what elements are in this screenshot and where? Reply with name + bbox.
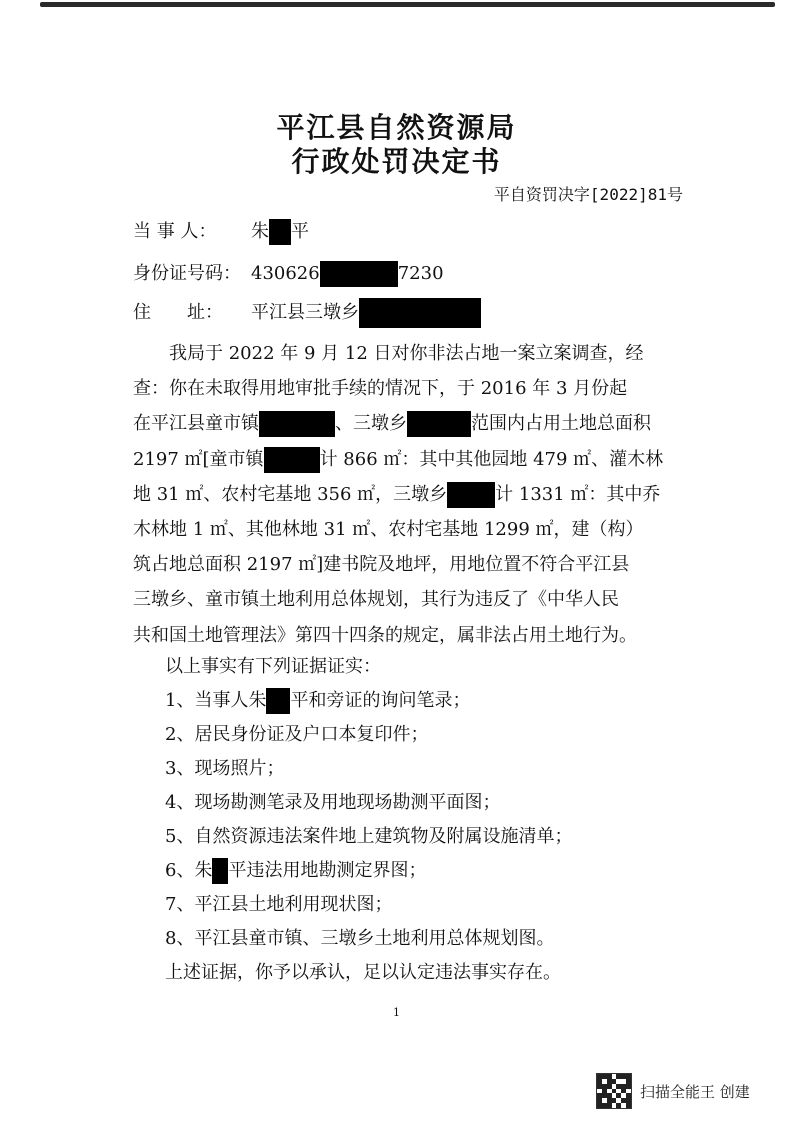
scan-border-edge	[40, 2, 775, 7]
page-number: 1	[393, 1006, 400, 1019]
facts-line-part: 地 31 ㎡、农村宅基地 356 ㎡，三墩乡	[133, 483, 448, 505]
redaction-block	[212, 858, 228, 884]
party-id-label: 身份证号码：	[133, 263, 241, 284]
qr-code-icon	[596, 1073, 632, 1109]
party-address-label: 住 址：	[133, 302, 223, 323]
facts-line-part: 计 1331 ㎡：其中乔	[495, 483, 661, 505]
party-id-prefix: 430626	[251, 263, 320, 284]
redaction-block	[320, 261, 398, 287]
facts-line-part: 范围内占用土地总面积	[471, 413, 651, 435]
evidence-intro: 以上事实有下列证据证实：	[165, 656, 381, 677]
redaction-block	[447, 482, 495, 508]
facts-line	[133, 442, 663, 477]
party-address-field	[133, 298, 481, 328]
scanner-watermark	[596, 1072, 750, 1110]
evidence-item: 7、平江县土地利用现状图；	[165, 894, 393, 915]
facts-line-part: 、三墩乡	[335, 413, 407, 435]
redaction-block	[264, 447, 320, 473]
evidence-item: 8、平江县童市镇、三墩乡土地利用总体规划图。	[165, 928, 555, 949]
party-id-suffix: 7230	[397, 263, 444, 284]
facts-line: 共和国土地管理法》第四十四条的规定，属非法占用土地行为。	[133, 624, 637, 646]
scanner-watermark-text: 扫描全能王 创建	[640, 1082, 750, 1101]
evidence-item-part: 平违法用地勘测定界图；	[228, 860, 427, 881]
evidence-item	[165, 686, 470, 714]
facts-paragraph	[133, 336, 663, 653]
evidence-item-part: 6、朱	[165, 860, 213, 881]
party-name-field	[133, 217, 309, 245]
document-title-type: 行政处罚决定书	[291, 145, 502, 178]
facts-line	[133, 406, 663, 441]
evidence-item: 4、现场勘测笔录及用地现场勘测平面图；	[165, 792, 501, 813]
party-name-suffix: 平	[291, 221, 309, 242]
facts-line: 三墩乡、童市镇土地利用总体规划，其行为违反了《中华人民	[133, 589, 619, 611]
redaction-block	[269, 219, 291, 245]
facts-line: 筑占地总面积 2197 ㎡]建书院及地坪，用地位置不符合平江县	[133, 554, 630, 576]
conclusion-text: 上述证据，你予以承认，足以认定违法事实存在。	[165, 962, 561, 983]
facts-line-part: 在平江县童市镇	[133, 413, 259, 435]
redaction-block	[407, 411, 471, 437]
evidence-item: 2、居民身份证及户口本复印件；	[165, 724, 429, 745]
evidence-item: 3、现场照片；	[165, 758, 285, 779]
redaction-block	[266, 688, 290, 714]
party-name-label: 当 事 人：	[133, 221, 217, 242]
party-address-prefix: 平江县三墩乡	[251, 302, 359, 323]
facts-line: 查：你在未取得用地审批手续的情况下，于 2016 年 3 月份起	[133, 378, 628, 400]
facts-line-part: 计 866 ㎡：其中其他园地 479 ㎡、灌木林	[319, 448, 664, 470]
party-id-field	[133, 259, 444, 287]
evidence-item-part: 平和旁证的询问笔录；	[290, 690, 471, 711]
redaction-block	[359, 298, 481, 328]
party-name-prefix: 朱	[251, 221, 269, 242]
document-title-agency: 平江县自然资源局	[276, 111, 517, 144]
facts-line	[133, 477, 663, 512]
facts-line: 我局于 2022 年 9 月 12 日对你非法占地一案立案调查，经	[169, 343, 644, 364]
redaction-block	[259, 411, 335, 437]
document-number: 平自资罚决字[2022]81号	[493, 185, 683, 204]
evidence-item-part: 1、当事人朱	[165, 690, 267, 711]
evidence-item	[165, 856, 426, 884]
facts-line: 木林地 1 ㎡、其他林地 31 ㎡、农村宅基地 1299 ㎡，建（构）	[133, 519, 644, 541]
facts-line-part: 2197 ㎡[童市镇	[133, 448, 264, 470]
evidence-item: 5、自然资源违法案件地上建筑物及附属设施清单；	[165, 826, 573, 847]
